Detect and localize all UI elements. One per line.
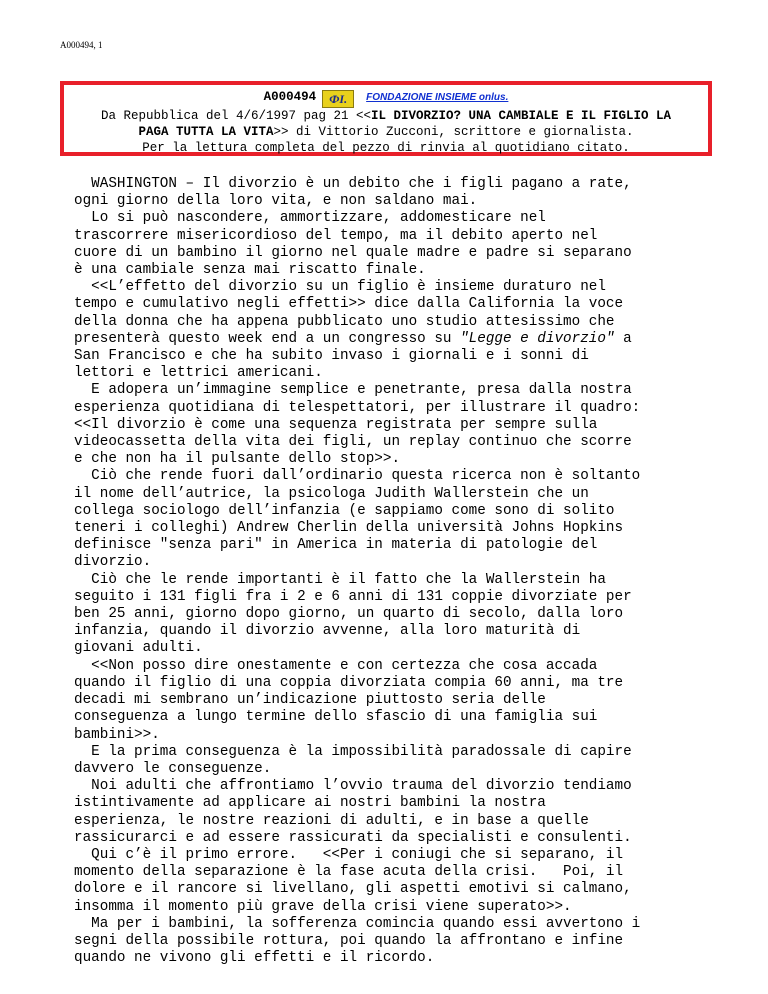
article-paragraph: E la prima conseguenza è la impossibilità paradossale di capire davvero le conseguenze. bbox=[74, 743, 632, 777]
header-line-3 bbox=[64, 124, 708, 140]
article-paragraph: Lo si può nascondere, ammortizzare, addomesticare nel trascorrere misericordioso del tempo, ma il debito aperto nel cuore di un bambino il giorno nel quale madre e padre si separano è una cambiale senza mai riscatto finale. bbox=[74, 210, 632, 279]
article-paragraph: E adopera un’immagine semplice e penetrante, presa dalla nostra esperienza quotidiana di telespettatori, per illustrare il quadro: <<Il divorzio è come una sequenza registrata per sempre sulla videocassetta della vita dei figli, un replay continuo che scorre e che non ha il pulsante dello stop>>. bbox=[74, 382, 641, 468]
document-code: A000494 bbox=[263, 90, 317, 104]
paragraph-text: a San Francisco e che ha subito invaso i giornali e i sonni di lettori e lettrici americani. bbox=[74, 330, 632, 382]
foundation-link[interactable]: FONDAZIONE INSIEME onlus. bbox=[366, 92, 509, 103]
header-line-2 bbox=[64, 108, 708, 124]
article-paragraph: Noi adulti che affrontiamo l’ovvio trauma del divorzio tendiamo istintivamente ad applicare ai nostri bambini la nostra esperienza, le nostre reazioni di adulti, e in base a quelle rassicurarci e ad essere rassicurati da specialisti e consulenti. bbox=[74, 778, 632, 846]
congress-title: "Legge e divorzio" bbox=[460, 330, 615, 347]
page-reference: A000494, 1 bbox=[60, 40, 103, 50]
headline-part-1: IL DIVORZIO? UNA CAMBIALE E IL FIGLIO LA bbox=[370, 109, 672, 123]
article-paragraph: WASHINGTON – Il divorzio è un debito che i figli pagano a rate, ogni giorno della loro vita, e non saldano mai. bbox=[74, 176, 632, 210]
article-paragraph: <<Non posso dire onestamente e con certezza che cosa accada quando il figlio di una coppia divorziata compia 60 anni, ma tre decadi mi sembrano un’indicazione piuttosto seria delle conseguenza a lungo termine dello sfascio di una famiglia sui bambini>>. bbox=[74, 657, 624, 743]
article-paragraph: Ma per i bambini, la sofferenza comincia quando essi avvertono i segni della possibile rottura, poi quando la affrontano e infine quando ne vivono gli effetti e il ricordo. bbox=[74, 915, 641, 967]
paragraph-text: <<L’effetto del divorzio su un figlio è insieme duraturo nel tempo e cumulativo negli effetti>> dice dalla California la voce della donna che ha appena pubblicato uno studio attesissimo che presenterà questo week end a un congresso su bbox=[74, 279, 624, 347]
article-paragraph: Qui c’è il primo errore. <<Per i coniugi che si separano, il momento della separazione è la fase acuta della crisi. Poi, il dolore e il rancore si livellano, gli aspetti emotivi si calmano, insomma il momento più grave della crisi viene superato>>. bbox=[74, 846, 632, 915]
article-body bbox=[74, 176, 734, 967]
article-paragraph bbox=[74, 279, 734, 382]
document-header-box bbox=[60, 81, 712, 156]
article-paragraph: Ciò che rende fuori dall’ordinario questa ricerca non è soltanto il nome dell’autrice, la psicologa Judith Wallerstein che un collega sociologo dell’infanzia (e sappiamo come sono di solito teneri i colleghi) Andrew Cherlin della università Johns Hopkins definisce "senza pari" in America in materia di patologie del divorzio. bbox=[74, 468, 641, 571]
header-line-1 bbox=[64, 89, 708, 108]
headline-part-2: PAGA TUTTA LA VITA bbox=[138, 125, 274, 139]
source-prefix: Da Repubblica del 4/6/1997 pag 21 << bbox=[100, 109, 371, 123]
article-paragraph: Ciò che le rende importanti è il fatto che la Wallerstein ha seguito i 131 figli fra i 2 e 6 anni di 131 coppie divorziate per ben 25 anni, giorno dopo giorno, un quarto di secolo, dalla loro infanzia, quando il divorzio avvenne, alla loro maturità di giovani adulti. bbox=[74, 571, 632, 657]
header-line-4 bbox=[64, 140, 708, 156]
foundation-logo: ФI. bbox=[322, 90, 354, 108]
author-credit: >> di Vittorio Zucconi, scrittore e giornalista. bbox=[273, 125, 634, 139]
reading-note: Per la lettura completa del pezzo di rinvia al quotidiano citato. bbox=[142, 141, 630, 155]
